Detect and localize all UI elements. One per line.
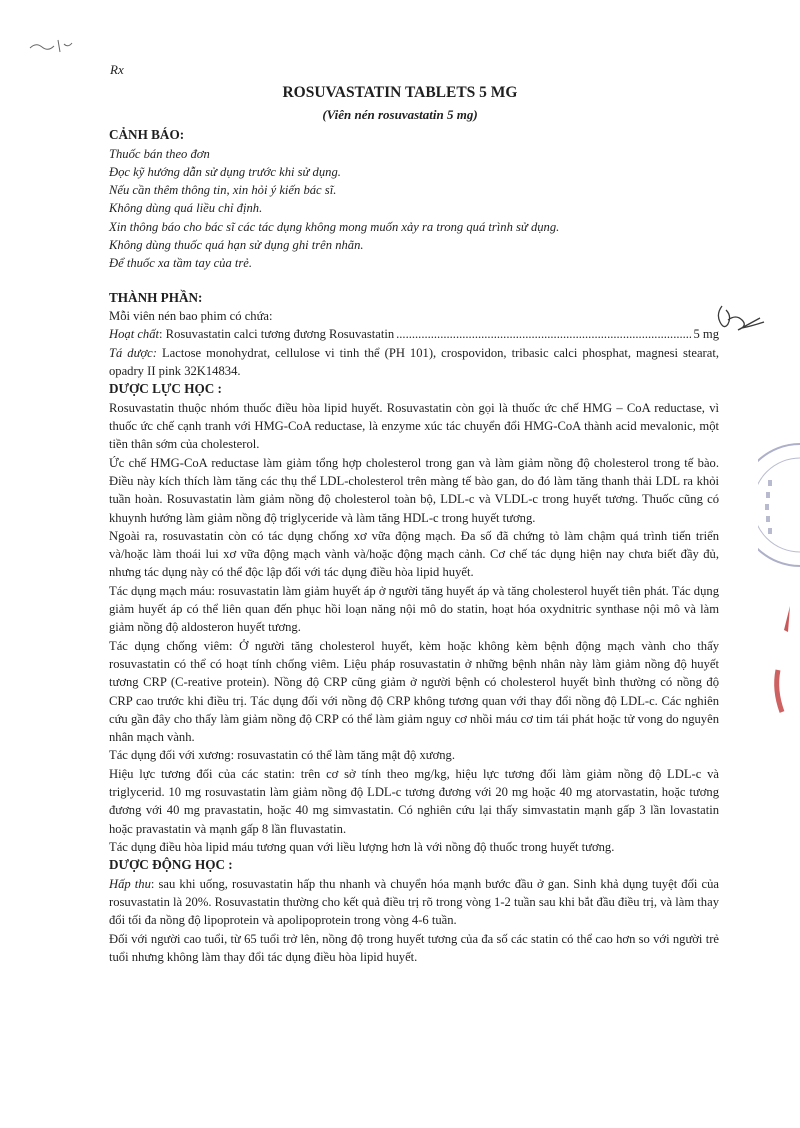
pharmacodynamics-paragraph: Ức chế HMG-CoA reductase làm giảm tổng hợp cholesterol trong gan và làm giảm nồng độ cholesterol trong tế bào. Điều này kích thích làm tăng các thụ thể LDL-cholesterol trên màng tế bào gan, do đó làm tăng thanh thải LDL ra khỏi tuần hoàn. Rosuvastatin làm giảm nồng độ cholesterol toàn bộ, LDL-c và VLDL-c trong huyết tương. Thuốc cũng có khuynh hướng làm giảm nồng độ triglyceride và làm tăng HDL-c trong huyết tương. <box>109 455 719 525</box>
active-ingredient-row <box>109 325 719 343</box>
warning-list <box>109 145 719 273</box>
pharmacodynamics-paragraph: Tác dụng chống viêm: Ở người tăng cholesterol huyết, kèm hoặc không kèm bệnh động mạch vành cho thấy rosuvastatin có thể có hoạt tính chống viêm. Liệu pháp rosuvastatin ở những bệnh nhân này làm giảm nồng độ huyết tương CRP (C-reative protein). Nồng độ CRP cũng giảm ở người bệnh có cholesterol huyết bình thường có nồng độ CRP cao trước khi điều trị. Tác dụng đối với nồng độ CRP không tương quan với thay đổi nồng độ LDL-c. Các nghiên cứu gần đây cho thấy làm giảm nồng độ CRP có thể làm giảm nguy cơ nhồi máu cơ tim tái phát hoặc tử vong do nguyên nhân mạch vành. <box>109 638 719 745</box>
warning-line: Nếu cần thêm thông tin, xin hỏi ý kiến bác sĩ. <box>109 183 337 198</box>
warning-line: Xin thông báo cho bác sĩ các tác dụng không mong muốn xảy ra trong quá trình sử dụng. <box>109 219 560 234</box>
pharmacodynamics-paragraph: Rosuvastatin thuộc nhóm thuốc điều hòa lipid huyết. Rosuvastatin còn gọi là thuốc ức chế HMG – CoA reductase, vì thuốc ức chế cạnh tranh với HMG-CoA reductase, là enzyme xúc tác chuyển đổi HMG-CoA thành acid mevalonic, một tiền thân sớm của cholesterol. <box>109 400 719 452</box>
warning-line: Không dùng quá liều chỉ định. <box>109 201 263 216</box>
signature-icon <box>712 298 768 340</box>
dot-leader <box>396 325 691 343</box>
warning-line: Không dùng thuốc quá hạn sử dụng ghi trên nhãn. <box>109 237 364 252</box>
document-body <box>109 126 719 966</box>
handwritten-mark-icon <box>28 34 76 56</box>
active-ingredient-label: Hoạt chất <box>109 327 160 342</box>
rx-symbol: Rx <box>110 62 124 77</box>
excipients-label: Tá dược: <box>109 345 157 360</box>
active-ingredient-amount: 5 mg <box>693 327 719 342</box>
pharmacodynamics-heading: DƯỢC LỰC HỌC : <box>109 381 222 397</box>
pharmacodynamics-paragraph: Ngoài ra, rosuvastatin còn có tác dụng chống xơ vữa động mạch. Đa số đã chứng tỏ làm chậm quá trình tiến triển và/hoặc làm thoái lui xơ vữa động mạch vành và/hoặc động mạch cảnh. Cơ chế tác dụng hiện nay chưa biết đầy đủ, nhưng tác dụng này có thể độc lập đối với tác dụng điều hòa lipid huyết. <box>109 528 719 580</box>
excipients-text: Lactose monohydrat, cellulose vi tinh thể (PH 101), crospovidon, tribasic calci phosphat, magnesi stearat, opadry II pink 32K14834. <box>109 345 719 378</box>
pharmacodynamics-paragraph: Tác dụng đối với xương: rosuvastatin có thể làm tăng mật độ xương. <box>109 748 455 763</box>
warning-line: Thuốc bán theo đơn <box>109 146 210 161</box>
pharmacodynamics-paragraph: Tác dụng mạch máu: rosuvastatin làm giảm huyết áp ở người tăng huyết áp và tăng cholesterol huyết tiên phát. Tác dụng giảm huyết áp có thể liên quan đến phục hồi loạn năng nội mô do statin, hoạt hóa oxydnitric synthase nội mô và làm giảm nồng độ aldosteron huyết tương. <box>109 583 719 635</box>
pharmacodynamics-paragraph: Tác dụng điều hòa lipid máu tương quan với liều lượng hơn là với nồng độ thuốc trong huyết tương. <box>109 839 615 854</box>
red-stamp-edge-icon <box>764 600 800 730</box>
elderly-paragraph: Đối với người cao tuổi, từ 65 tuổi trở lên, nồng độ trong huyết tương của đa số các statin có thể cao hơn so với người trẻ tuổi nhưng không làm thay đổi tác dụng điều hòa lipid huyết. <box>109 931 719 964</box>
composition-heading: THÀNH PHẦN: <box>109 289 203 305</box>
excipients-paragraph <box>109 344 719 381</box>
pharmacodynamics-paragraph: Hiệu lực tương đối của các statin: trên cơ sở tính theo mg/kg, hiệu lực tương đối làm giảm nồng độ LDL-c và triglycerid. 10 mg rosuvastatin làm giảm nồng độ LDL-c tương đương với 20 mg hoặc 40 mg atorvastatin, hoặc tương đương với 40 mg pravastatin, hoặc 40 mg simvastatin. Có nghiên cứu lại thấy simvastatin mạnh gấp 3 lần lovastatin hoặc pravastatin và mạnh gấp 8 lần fluvastatin. <box>109 766 719 836</box>
pharmacokinetics-heading: DƯỢC ĐỘNG HỌC : <box>109 857 233 873</box>
document-subtitle: (Viên nén rosuvastatin 5 mg) <box>322 107 478 122</box>
warning-heading: CẢNH BÁO: <box>109 127 185 142</box>
active-ingredient-text: : Rosuvastatin calci tương đương Rosuvastatin <box>159 327 395 342</box>
warning-line: Đọc kỹ hướng dẫn sử dụng trước khi sử dụng. <box>109 164 341 179</box>
document-title: ROSUVASTATIN TABLETS 5 MG <box>282 84 518 101</box>
absorption-text: : sau khi uống, rosuvastatin hấp thu nhanh và chuyển hóa mạnh bước đầu ở gan. Sinh khả dụng tuyệt đối của rosuvastatin là 20%. Rosuvastatin thường cho kết quả điều trị rõ trong vòng 1-2 tuần sau khi bắt đầu điều trị, và làm thay đổi tối đa nồng độ lipoprotein và apolipoprotein trong vòng 4-6 tuần. <box>109 876 719 928</box>
absorption-label: Hấp thu <box>109 876 151 891</box>
absorption-paragraph <box>109 875 719 930</box>
stamp-icon <box>758 440 800 570</box>
composition-intro: Mỗi viên nén bao phim có chứa: <box>109 309 273 324</box>
warning-line: Để thuốc xa tầm tay của trẻ. <box>109 256 253 271</box>
